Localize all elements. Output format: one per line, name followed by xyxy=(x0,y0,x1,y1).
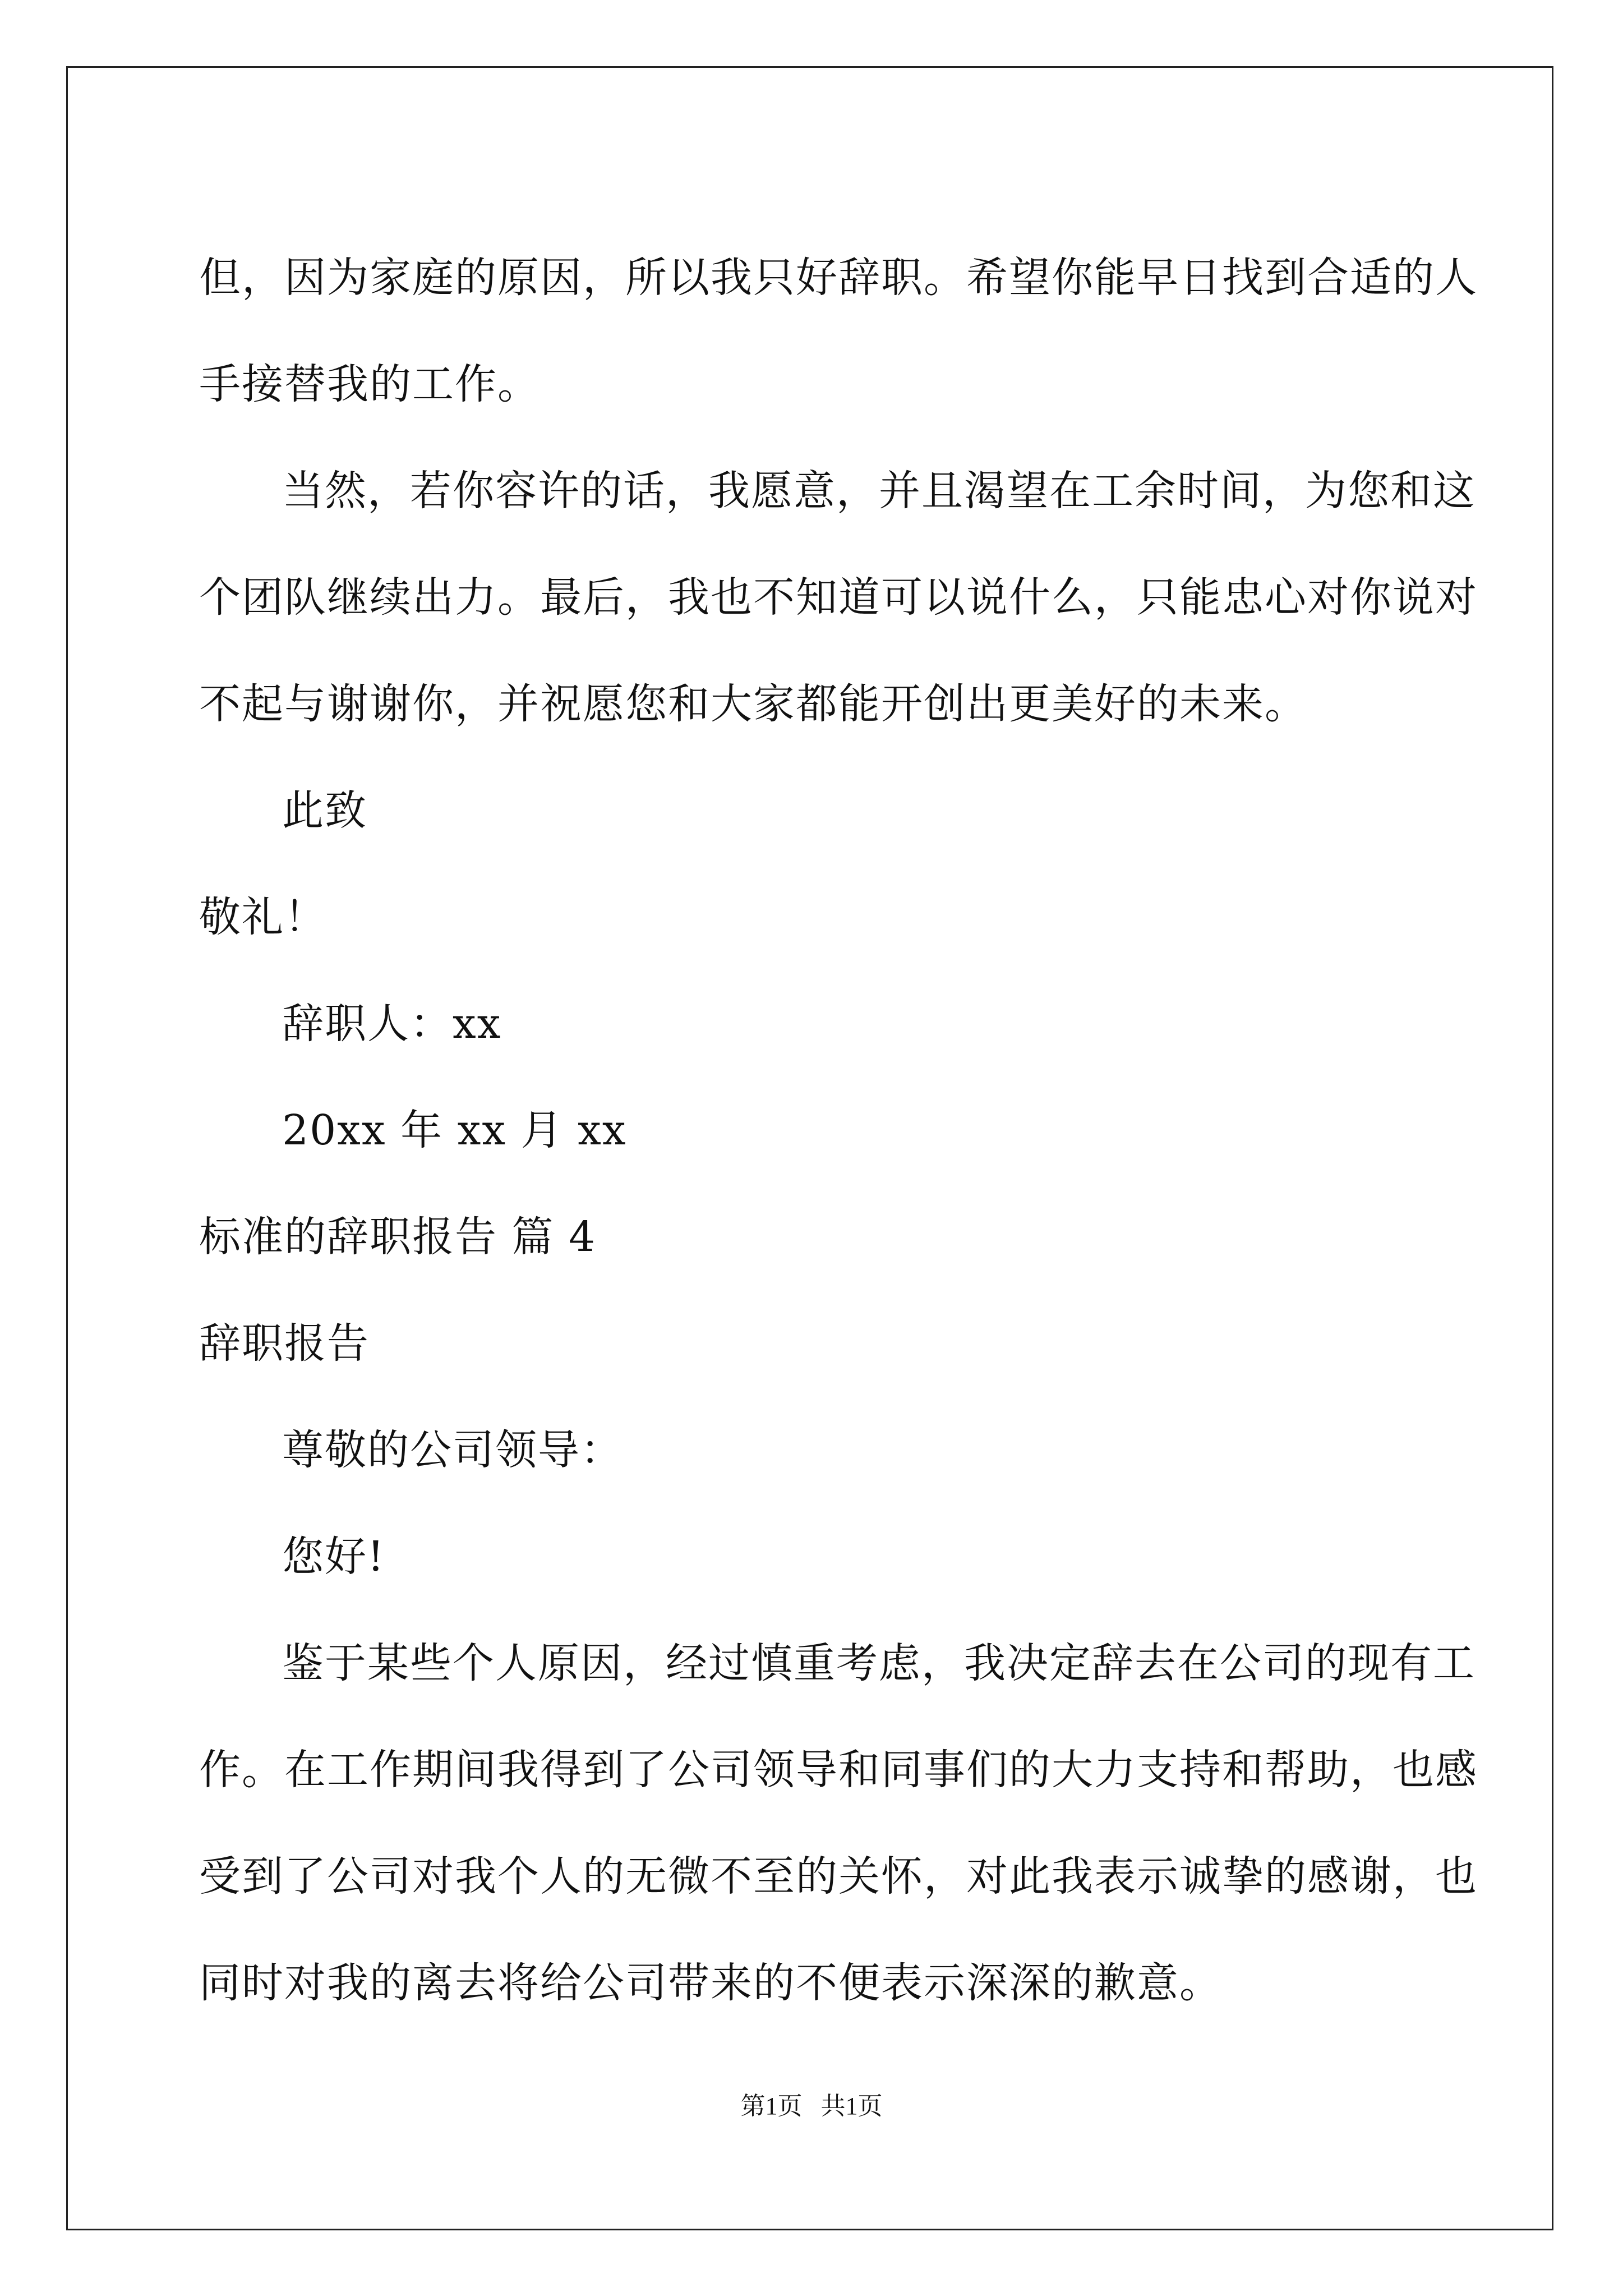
closing-line: 此致 xyxy=(282,786,367,835)
text-line: 同时对我的离去将给公司带来的不便表示深深的歉意。 xyxy=(199,1959,1222,2007)
document-body xyxy=(199,224,1478,2036)
text-line: 鉴于某些个人原因，经过慎重考虑，我决定辞去在公司的现有工 xyxy=(282,1639,1476,1687)
text-line: 但，因为家庭的原因，所以我只好辞职。希望你能早日找到合适的人 xyxy=(199,254,1478,302)
text-line: 当然，若你容许的话，我愿意，并且渴望在工余时间，为您和这 xyxy=(282,467,1476,515)
salutation-line: 敬礼！ xyxy=(199,893,327,941)
signature-line: 辞职人：xx xyxy=(282,1000,502,1048)
text-line: 个团队继续出力。最后，我也不知道可以说什么，只能忠心对你说对 xyxy=(199,573,1478,622)
text-line: 手接替我的工作。 xyxy=(199,360,540,408)
section-heading: 标准的辞职报告 篇 4 xyxy=(199,1213,597,1261)
greeting-line: 您好! xyxy=(282,1533,385,1581)
date-line: 20xx 年 xx 月 xx xyxy=(282,1106,627,1154)
text-line: 受到了公司对我个人的无微不至的关怀，对此我表示诚挚的感谢，也 xyxy=(199,1852,1478,1901)
text-line: 作。在工作期间我得到了公司领导和同事们的大力支持和帮助，也感 xyxy=(199,1746,1478,1794)
greeting-line: 尊敬的公司领导： xyxy=(282,1426,623,1474)
text-line: 不起与谢谢你，并祝愿您和大家都能开创出更美好的未来。 xyxy=(199,680,1307,728)
page-number: 第1页 共1页 xyxy=(740,2092,883,2120)
document-title: 辞职报告 xyxy=(199,1319,370,1368)
